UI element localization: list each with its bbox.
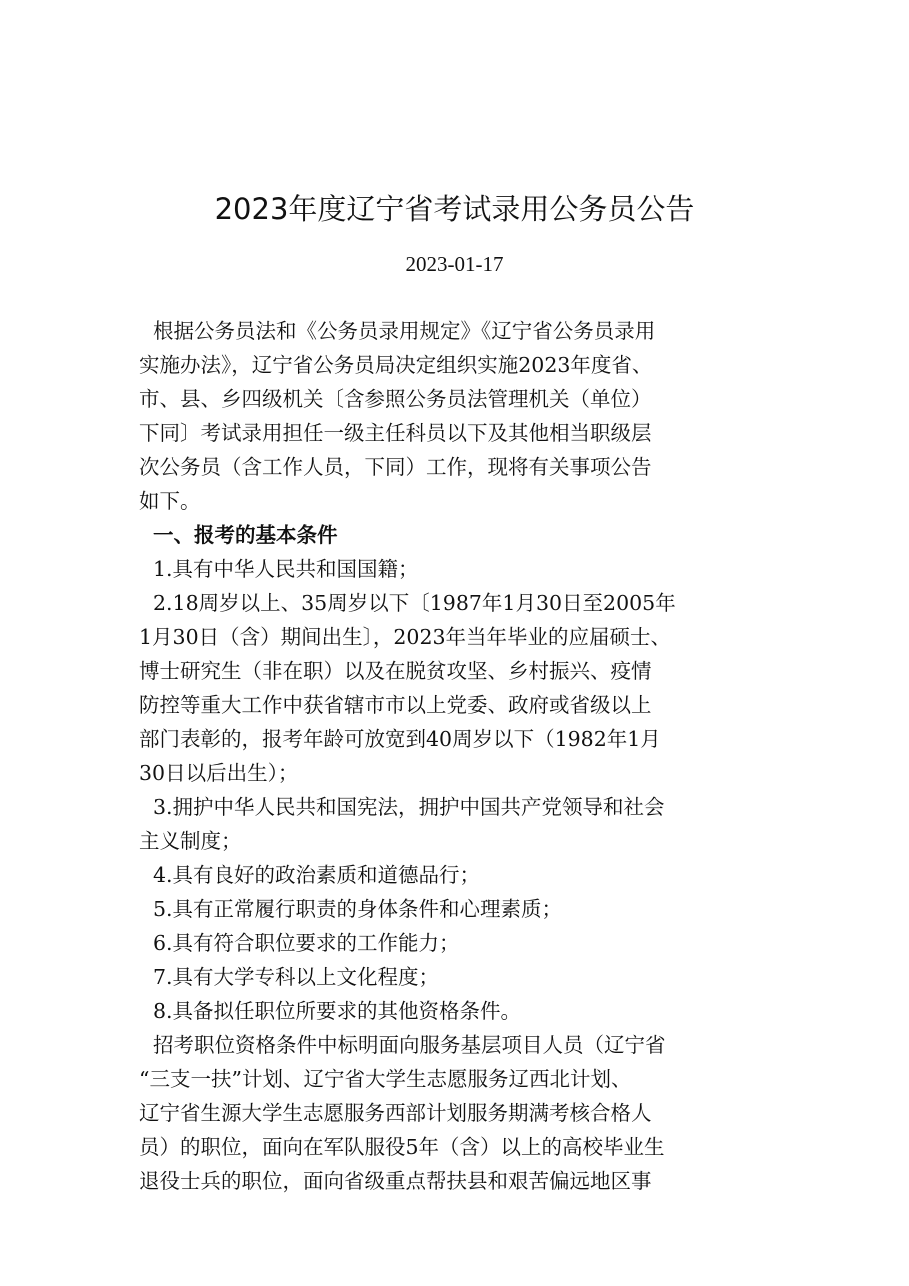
paragraph-line: 员）的职位，面向在军队服役5年（含）以上的高校毕业生: [139, 1135, 665, 1159]
paragraph-line: 市、县、乡四级机关〔含参照公务员法管理机关（单位）: [139, 387, 652, 411]
paragraph-line: 下同〕考试录用担任一级主任科员以下及其他相当职级层: [139, 421, 652, 445]
list-item: 6.具有符合职位要求的工作能力；: [153, 931, 460, 955]
document-title: 2023年度辽宁省考试录用公务员公告: [214, 192, 695, 226]
paragraph-line: 次公务员（含工作人员，下同）工作，现将有关事项公告: [139, 455, 652, 479]
paragraph-line: 退役士兵的职位，面向省级重点帮扶县和艰苦偏远地区事: [139, 1169, 652, 1193]
list-item: 2.18周岁以上、35周岁以下〔1987年1月30日至2005年: [153, 591, 676, 615]
paragraph-line: 部门表彰的，报考年龄可放宽到40周岁以下（1982年1月: [139, 727, 661, 751]
paragraph-line: 如下。: [139, 489, 201, 513]
paragraph-line: “三支一扶”计划、辽宁省大学生志愿服务辽西北计划、: [139, 1067, 632, 1091]
paragraph-line: 根据公务员法和《公务员录用规定》《辽宁省公务员录用: [153, 319, 656, 343]
document-body: [139, 314, 779, 1198]
list-item: 1.具有中华人民共和国国籍；: [153, 557, 419, 581]
section-heading: 一、报考的基本条件: [153, 523, 338, 547]
paragraph-line: 防控等重大工作中获省辖市市以上党委、政府或省级以上: [139, 693, 652, 717]
list-item: 5.具有正常履行职责的身体条件和心理素质；: [153, 897, 563, 921]
list-item: 7.具有大学专科以上文化程度；: [153, 965, 440, 989]
paragraph-line: 30日以后出生）；: [139, 761, 299, 785]
paragraph-line: 辽宁省生源大学生志愿服务西部计划服务期满考核合格人: [139, 1101, 652, 1125]
publish-date: 2023-01-17: [405, 252, 504, 276]
paragraph-line: 主义制度；: [139, 829, 242, 853]
paragraph-line: 招考职位资格条件中标明面向服务基层项目人员（辽宁省: [153, 1033, 666, 1057]
paragraph-line: 博士研究生（非在职）以及在脱贫攻坚、乡村振兴、疫情: [139, 659, 652, 683]
list-item: 4.具有良好的政治素质和道德品行；: [153, 863, 481, 887]
list-item: 8.具备拟任职位所要求的其他资格条件。: [153, 999, 522, 1023]
list-item: 3.拥护中华人民共和国宪法，拥护中国共产党领导和社会: [153, 795, 665, 819]
paragraph-line: 1月30日（含）期间出生〕，2023年当年毕业的应届硕士、: [139, 625, 672, 649]
paragraph-line: 实施办法》，辽宁省公务员局决定组织实施2023年度省、: [139, 353, 653, 377]
